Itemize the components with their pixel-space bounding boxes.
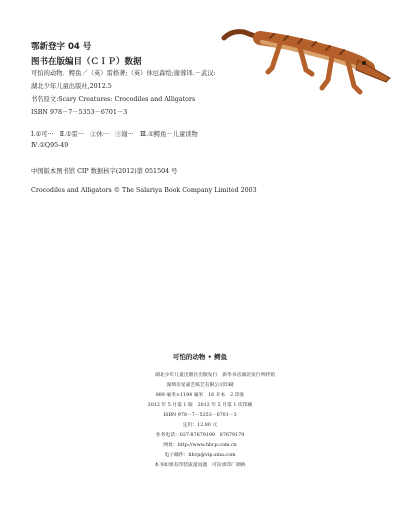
colophon-price: 定价：12.80 元 [182,423,218,428]
classification-line-2: Ⅳ.①Q95-49 [31,142,69,149]
colophon-title: 可怕的动物 • 鳄鱼 [172,353,228,361]
colophon-publisher: 湖北少年儿童出版社出版发行 新华书店湖北发行所经销 [155,373,275,378]
cip-line-title: 可怕的动物．鳄鱼／（英）雷格著;（英）休厄森绘;谢蓉译.－武汉: [31,70,216,77]
colophon-block [90,352,310,471]
cip-line-original-title: 书名原文:Scary Creatures: Crocodiles and Alligators [31,96,196,103]
crocodile-illustration [220,8,392,100]
cip-record-number: 中国版本图书馆 CIP 数据核字(2012)第 051504 号 [31,168,178,175]
colophon-email: 电子邮件：hbcp@vip.sina.com [164,453,236,458]
copyright-notice: Crocodiles and Alligators © The Salariya Book Company Limited 2003 [31,187,257,194]
cip-line-publisher: 湖北少年儿童出版社,2012.5 [31,83,112,90]
registration-number: 鄂新登字 04 号 [31,42,92,52]
colophon-notice: 本书如果有印装质量问题 可向承印厂调换 [154,463,246,468]
colophon-printer: 深圳市星嘉艺纸艺有限公司印刷 [166,383,234,388]
crocodile-icon [224,32,390,92]
colophon-phone: 业务电话：027-87679199 87679179 [155,433,245,438]
classification-line-1: Ⅰ.①可··· Ⅱ.①雷··· ②休··· ③谢··· Ⅲ.①鳄鱼－儿童读物 [31,131,198,138]
cip-line-isbn: ISBN 978－7－5353－6701－3 [31,109,128,116]
cip-heading: 图书在版编目（ＣＩＰ）数据 [31,57,142,67]
colophon-isbn: ISBN 978－7－5353－6701－3 [163,413,237,418]
colophon-format: 889 毫米×1194 毫米 16 开本 2 印张 [155,393,245,398]
colophon-website: 网址：http://www.hbcp.com.cn [163,443,237,448]
colophon-edition: 2012 年 5 月第 1 版 2012 年 5 月第 1 次印刷 [147,403,253,408]
